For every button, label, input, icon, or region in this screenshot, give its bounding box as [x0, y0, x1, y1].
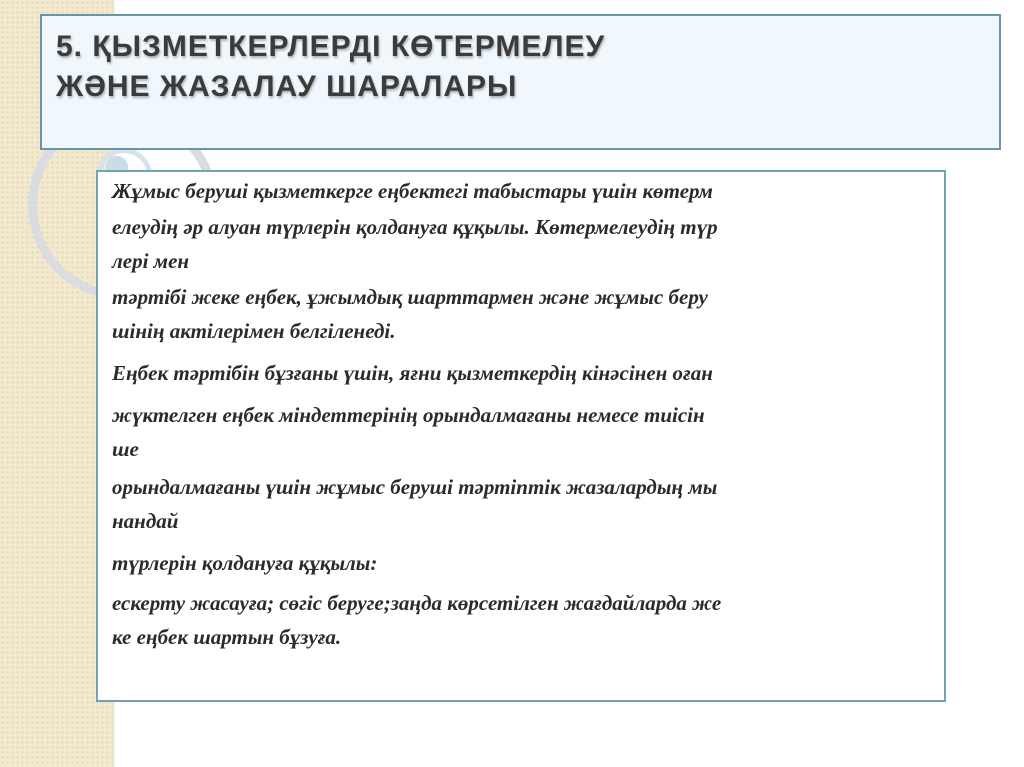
- body-line: нандай: [112, 509, 179, 533]
- content-box: [96, 170, 946, 702]
- body-line: ше: [112, 437, 139, 461]
- slide-title-line-2: ЖӘНЕ ЖАЗАЛАУ ШАРАЛАРЫ: [56, 70, 518, 103]
- body-line: тәртібі жеке еңбек, ұжымдық шарттармен және жұмыс беру: [112, 285, 708, 309]
- slide-title-line-1: 5. ҚЫЗМЕТКЕРЛЕРДІ КӨТЕРМЕЛЕУ: [56, 30, 606, 63]
- body-line: шінің актілерімен белгіленеді.: [112, 319, 396, 343]
- body-line: түрлерін қолдануға құқылы:: [112, 551, 378, 575]
- body-line: Еңбек тәртібін бұзғаны үшін, яғни қызметкердің кінәсінен оған: [112, 361, 713, 385]
- body-line: ескерту жасауға; сөгіс беруге;заңда көрсетілген жағдайларда же: [112, 591, 722, 615]
- body-line: елеудің әр алуан түрлерін қолдануға құқылы. Көтермелеудің түр: [112, 215, 718, 239]
- body-line: лері мен: [112, 249, 190, 273]
- body-line: ке еңбек шартын бұзуға.: [112, 625, 342, 649]
- title-box: [40, 14, 1001, 150]
- body-line: жүктелген еңбек міндеттерінің орындалмағаны немесе тиісін: [112, 403, 705, 427]
- body-line: орындалмағаны үшін жұмыс беруші тәртіптік жазалардың мы: [112, 475, 718, 499]
- body-line: Жұмыс беруші қызметкерге еңбектегі табыстары үшін көтерм: [112, 179, 713, 203]
